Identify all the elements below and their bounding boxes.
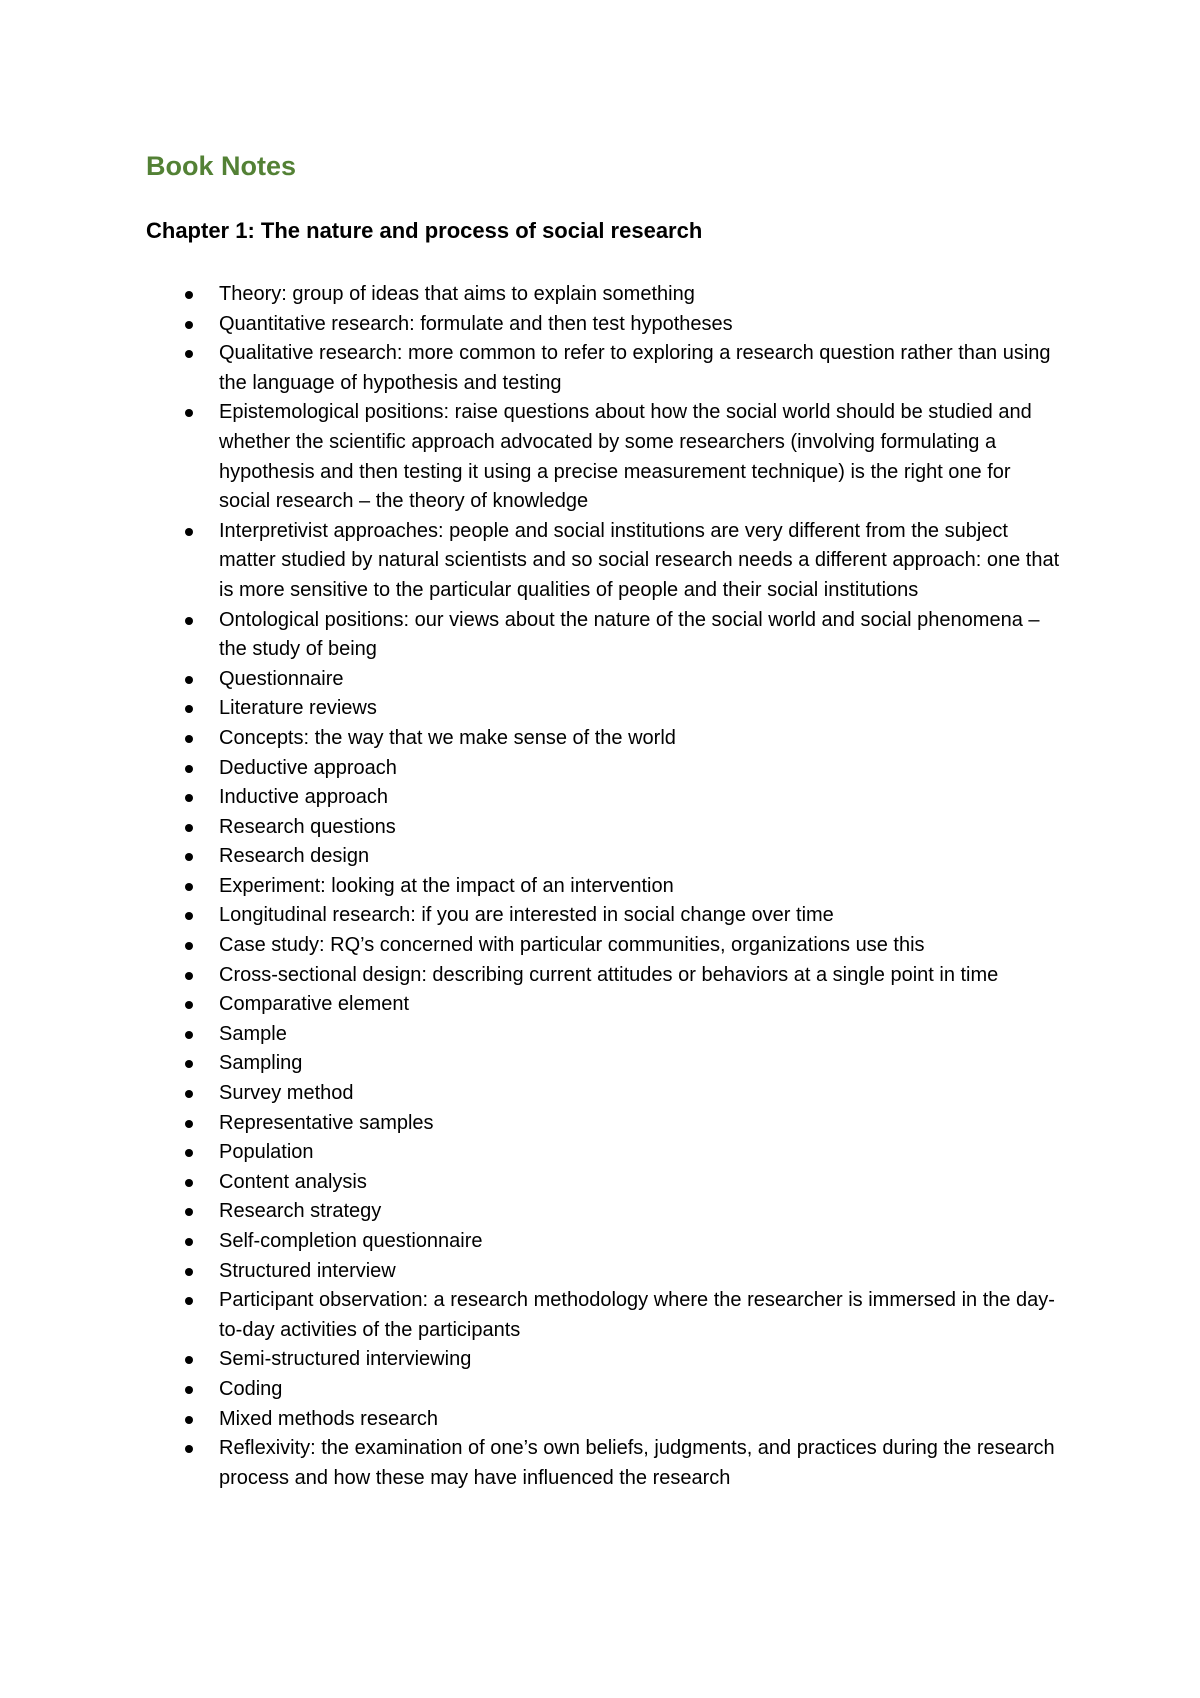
bullet-icon xyxy=(185,1060,193,1068)
list-item-text: Case study: RQ’s concerned with particular communities, organizations use this xyxy=(219,934,925,957)
list-item-text: Questionnaire xyxy=(219,667,344,690)
list-item xyxy=(146,961,1066,991)
list-item-text: Content analysis xyxy=(219,1170,367,1193)
bullet-icon xyxy=(185,1416,193,1424)
list-item-text: Longitudinal research: if you are interested in social change over time xyxy=(219,904,834,927)
list-item-text: Sample xyxy=(219,1022,287,1045)
list-item-text: Self-completion questionnaire xyxy=(219,1230,483,1252)
list-item-text: Qualitative research: more common to refer to exploring a research question rather than using the language of hypothesis and testing xyxy=(219,342,1051,394)
list-item-text: Mixed methods research xyxy=(219,1407,438,1430)
list-item xyxy=(146,1197,1066,1227)
bullet-icon xyxy=(185,1445,193,1453)
bullet-icon xyxy=(185,1297,193,1305)
list-item-text: Inductive approach xyxy=(219,786,389,809)
list-item-text: Reflexivity: the examination of one’s own beliefs, judgments, and practices during the research process and how these may have influenced the research xyxy=(219,1437,1055,1489)
list-item-text: Ontological positions: our views about the nature of the social world and social phenomena – the study of being xyxy=(219,608,1040,661)
list-item-text: Semi-structured interviewing xyxy=(219,1348,472,1371)
bullet-icon xyxy=(185,1238,193,1246)
list-item xyxy=(146,1049,1066,1079)
bullet-icon xyxy=(185,1031,193,1039)
list-item xyxy=(146,665,1066,695)
list-item xyxy=(146,694,1066,724)
bullet-icon xyxy=(185,409,193,417)
list-item xyxy=(146,1109,1066,1139)
list-item xyxy=(146,1020,1066,1050)
list-item xyxy=(146,1079,1066,1109)
list-item-text: Quantitative research: formulate and then test hypotheses xyxy=(219,312,733,335)
bullet-icon xyxy=(185,1120,193,1128)
list-item-text: Comparative element xyxy=(219,993,410,1016)
list-item xyxy=(146,872,1066,902)
list-item xyxy=(146,1405,1066,1435)
list-item xyxy=(146,1168,1066,1198)
list-item xyxy=(146,606,1066,665)
bullet-icon xyxy=(185,321,193,329)
list-item xyxy=(146,1227,1066,1257)
bullet-icon xyxy=(185,972,193,980)
list-item-text: Interpretivist approaches: people and social institutions are very different from the subject matter studied by natural scientists and so social research needs a different approach: one that is more sensitive to the particular qualities of people and their social institutions xyxy=(219,519,1060,601)
list-item-text: Coding xyxy=(219,1377,283,1400)
bullet-icon xyxy=(185,1090,193,1098)
list-item xyxy=(146,931,1066,961)
bullet-icon xyxy=(185,1208,193,1216)
list-item-text: Participant observation: a research methodology where the researcher is immersed in the day-to-day activities of the participants xyxy=(219,1289,1055,1341)
list-item-text: Experiment: looking at the impact of an intervention xyxy=(219,874,674,897)
list-item xyxy=(146,990,1066,1020)
bullet-icon xyxy=(185,705,193,713)
bullet-icon xyxy=(185,912,193,920)
list-item-text: Sampling xyxy=(219,1052,303,1075)
list-item-text: Epistemological positions: raise questions about how the social world should be studied and whether the scientific approach advocated by some researchers (involving formulating a hypothesis and then testing it using a precise measurement technique) is the right one for social research – the theory of knowledge xyxy=(219,401,1032,513)
list-item-text: Research strategy xyxy=(219,1200,382,1223)
list-item-text: Concepts: the way that we make sense of the world xyxy=(219,726,676,749)
chapter-heading: Chapter 1: The nature and process of social research xyxy=(146,218,703,243)
list-item xyxy=(146,901,1066,931)
list-item xyxy=(146,754,1066,784)
list-item xyxy=(146,842,1066,872)
bullet-icon xyxy=(185,1356,193,1364)
list-item xyxy=(146,724,1066,754)
list-item-text: Research questions xyxy=(219,815,396,838)
list-item-text: Representative samples xyxy=(219,1111,434,1134)
bullet-icon xyxy=(185,528,193,536)
list-item xyxy=(146,1375,1066,1405)
list-item xyxy=(146,1345,1066,1375)
list-item xyxy=(146,339,1066,398)
bullet-icon xyxy=(185,350,193,358)
bullet-icon xyxy=(185,617,193,625)
list-item xyxy=(146,517,1066,606)
bullet-icon xyxy=(185,1179,193,1187)
bullet-icon xyxy=(185,883,193,891)
list-item xyxy=(146,813,1066,843)
list-item-text: Deductive approach xyxy=(219,756,397,779)
list-item xyxy=(146,1286,1066,1345)
list-item-text: Cross-sectional design: describing current attitudes or behaviors at a single point in time xyxy=(219,963,999,986)
document-title: Book Notes xyxy=(146,151,297,181)
list-item-text: Literature reviews xyxy=(219,697,377,720)
list-item-text: Structured interview xyxy=(219,1259,396,1282)
list-item xyxy=(146,1257,1066,1287)
list-item-text: Theory: group of ideas that aims to explain something xyxy=(219,283,695,305)
bullet-icon xyxy=(185,765,193,773)
list-item xyxy=(146,398,1066,516)
list-item xyxy=(146,1434,1066,1493)
bullet-icon xyxy=(185,291,193,299)
bullet-icon xyxy=(185,1268,193,1276)
bullet-icon xyxy=(185,676,193,684)
bullet-icon xyxy=(185,735,193,743)
bullet-icon xyxy=(185,794,193,802)
list-item-text: Research design xyxy=(219,845,370,868)
list-item-text: Population xyxy=(219,1141,314,1164)
bullet-icon xyxy=(185,1149,193,1157)
bullet-icon xyxy=(185,1001,193,1009)
bullet-list xyxy=(146,280,1066,1493)
bullet-icon xyxy=(185,824,193,832)
list-item xyxy=(146,783,1066,813)
bullet-icon xyxy=(185,1386,193,1394)
list-item xyxy=(146,1138,1066,1168)
bullet-icon xyxy=(185,942,193,950)
list-item-text: Survey method xyxy=(219,1082,354,1105)
bullet-icon xyxy=(185,853,193,861)
list-item xyxy=(146,310,1066,340)
list-item xyxy=(146,280,1066,310)
